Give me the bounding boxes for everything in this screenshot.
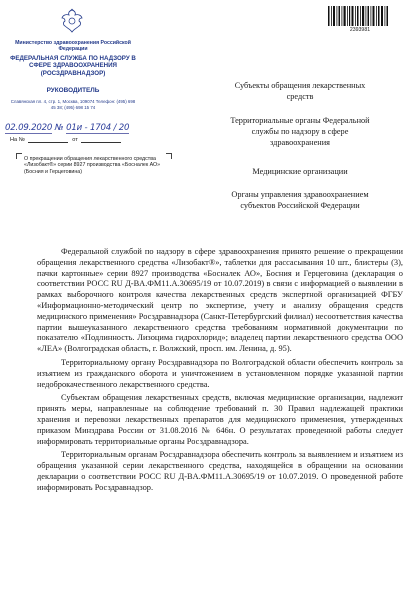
na-label: На № bbox=[10, 137, 25, 143]
number-sign: № bbox=[54, 123, 64, 133]
letter-subject bbox=[24, 156, 164, 175]
recipient-3: Медицинские организации bbox=[252, 167, 348, 176]
recipient-1: Субъекты обращения лекарственных средств bbox=[234, 81, 366, 101]
ot-label: от bbox=[72, 137, 78, 143]
body-paragraph-3: Субъектам обращения лекарственных средств, включая медицинские организации, надлежит принять меры, направленные на соблюдение требований п. 30 Правил надлежащей практики хранения и перевозки лекарственных препаратов для медицинского применения, утвержденных приказом Минздрава России от 31.08.2016 № 646н. О результатах проведенной работы следует информировать территориальные органы Росздравнадзора. bbox=[37, 393, 403, 446]
subject-text: О прекращении обращения лекарственного средства «Лизобакт®» серии 8927 производства «Босналек АО» (Босния и Герцеговина) bbox=[24, 156, 161, 175]
reference-line bbox=[10, 137, 124, 143]
recipient-2: Территориальные органы Федеральной службы по надзору в сфере здравоохранения bbox=[230, 116, 370, 147]
position-title: РУКОВОДИТЕЛЬ bbox=[46, 87, 100, 94]
body-paragraph-2: Территориальному органу Росздравнадзора по Волгоградской области обеспечить контроль за изъятием из гражданского оборота и уничтожением в установленном порядке указанной партии недоброкачественного лекарственного средства. bbox=[37, 357, 403, 389]
coat-of-arms-icon bbox=[59, 8, 85, 34]
body-paragraph-4: Территориальным органам Росздравнадзора обеспечить контроль за выявлением и изъятием из обращения указанной серии лекарственного средства, находящейся в обращении на основании декларации о соответствии РОСС RU Д-BA.ФМ11.А.30695/19 от 10.07.2019. О проведенной работе информировать Росздравнадзор. bbox=[37, 450, 403, 492]
document-number: 01и - 1704 / 20 bbox=[66, 123, 130, 133]
letter-body bbox=[37, 247, 403, 497]
agency-address: Славянская пл. 4, стр. 1, Москва, 109074 Телефон: (495) 698 45 38; (495) 698 15 74 bbox=[10, 99, 136, 110]
barcode-number: 2393981 bbox=[349, 27, 371, 33]
body-paragraph-1: Федеральной службой по надзору в сфере здравоохранения принято решение о прекращении обращения лекарственного средства «Лизобакт®», таблетки для рассасывания 10 шт., блистеры (3), пачки картонные» серии 8927 производства «Босналек АО», Босния и Герцеговина (декларация о соответствии РОСС RU Д-BA.ФМ11.А.30695/19 от 10.07.2019) в связи с информацией о выявлении в рамках выборочного контроля качества лекарственных средств экспертной организацией ФГБУ «Информационно-методический центр по экспертизе, учету и анализу обращения средств медицинского применения» Росздравнадзора (Санкт-Петербургский филиал) несоответствия качества партии вышеуказанного лекарственного средства требованиям нормативной документации по показателю «Подлинность. Лизоцима гидрохлорид»; владелец партии лекарственного средства ООО «ЛЕА» (Волгоградская область, г. Волжский, просп. им. Ленина, д. 95). bbox=[37, 247, 403, 354]
barcode bbox=[328, 6, 388, 26]
registration-line bbox=[5, 123, 205, 133]
ministry-name: Министерство здравоохранения Российской Федерации bbox=[15, 40, 131, 52]
document-date: 02.09.2020 bbox=[5, 123, 53, 133]
agency-name: ФЕДЕРАЛЬНАЯ СЛУЖБА ПО НАДЗОРУ В СФЕРЕ ЗДРАВООХРАНЕНИЯ (РОСЗДРАВНАДЗОР) bbox=[10, 55, 136, 77]
recipient-4: Органы управления здравоохранением субъектов Российской Федерации bbox=[231, 190, 369, 210]
